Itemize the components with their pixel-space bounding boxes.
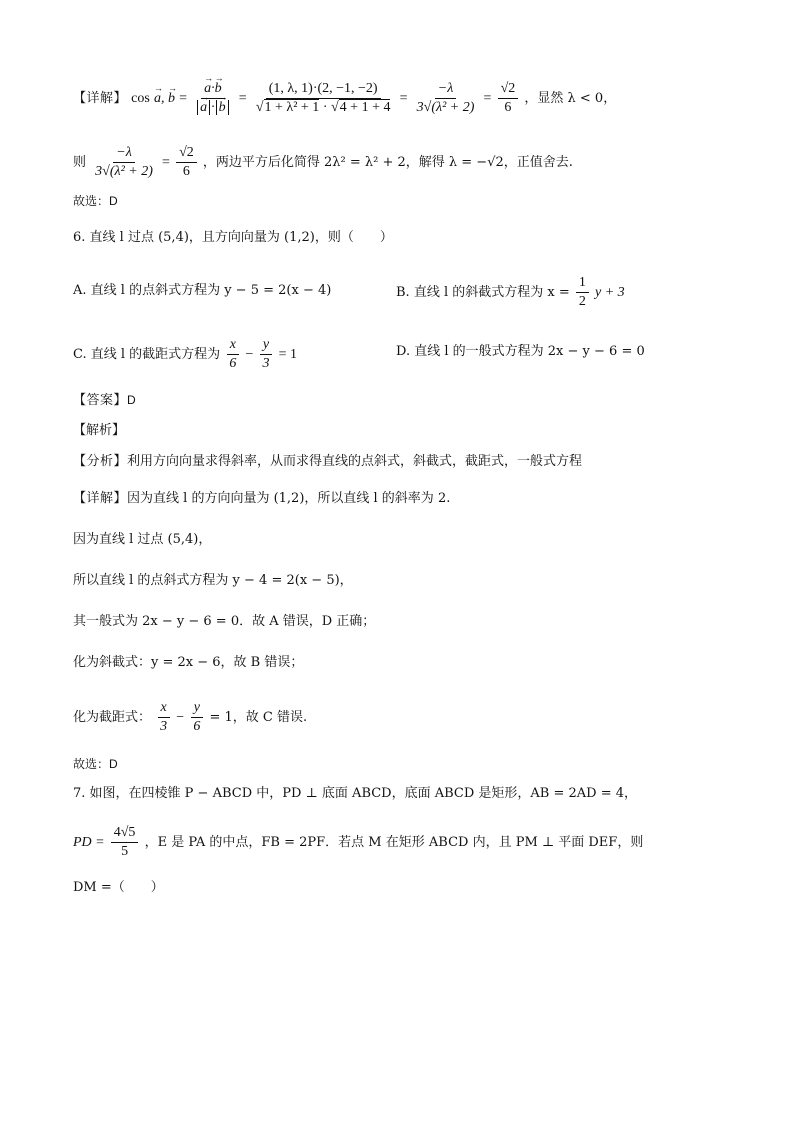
q7-line3: DM =（ ） <box>73 880 164 895</box>
q6-jiexi-tag: 【解析】 <box>73 423 126 438</box>
q6-answer: 【答案】D <box>73 393 136 408</box>
detail-tag: 【详解】 <box>73 91 128 106</box>
vector-pair: → a, → b <box>154 91 175 106</box>
q5-detail-line1: 【详解】 cos → a, → b = → a·→ b → a ·→ b = (1, λ, 1)·(2, −1, −2) √ 1 + λ² + 1 · √ 4 + 1 + 4 = $\frac{-\lambda}{\text{3√(λ² + 2)}}$ = $\frac{√2}{6}$ ，显然 λ < 0， <box>73 80 616 117</box>
q6-step5: 化为截距式： $\frac{x}{3}$ − $\frac{y}{6}$ = 1，故 C 错误. <box>73 700 308 734</box>
q6-analysis: 【分析】利用方向向量求得斜率，从而求得直线的点斜式，斜截式，截距式，一般式方程 <box>73 454 583 469</box>
q6-stem: 6. 直线 l 过点 (5,4)，且方向向量为 (1,2)，则（ ） <box>73 230 393 245</box>
q7-line1: 7. 如图，在四棱锥 P − ABCD 中，PD ⊥ 底面 ABCD，底面 ABCD 是矩形，AB = 2AD = 4， <box>73 786 638 801</box>
q5-line2-mid: ，两边平方后化简得 2λ² = λ² + 2，解得 λ = −√2，正值舍去. <box>202 155 573 170</box>
q6-choose: 故选：D <box>73 757 118 771</box>
option-d[interactable]: D. 直线 l 的一般式方程为 2x − y − 6 = 0 <box>396 344 645 359</box>
option-c[interactable]: C. 直线 l 的截距式方程为 $\frac{x}{6}$ − $\frac{y}{3}$ = 1 <box>73 337 298 371</box>
q6-options-row1 <box>73 281 331 301</box>
q6-step2: 所以直线 l 的点斜式方程为 y − 4 = 2(x − 5)， <box>73 573 353 588</box>
cos-label: cos <box>131 91 150 106</box>
q5-choose: 故选：D <box>73 194 118 208</box>
equation-fraction-right: $\frac{√2}{6}$ <box>176 144 197 181</box>
option-b[interactable]: B. 直线 l 的斜截式方程为 x = $\frac{1}{2}$ y + 3 <box>396 275 625 309</box>
simplified-fraction: $\frac{-\lambda}{\text{3√(λ² + 2)}}$ <box>416 81 475 115</box>
option-a[interactable]: A. 直线 l 的点斜式方程为 y − 5 = 2(x − 4) <box>73 283 332 298</box>
q6-step4: 化为斜截式：y = 2x − 6，故 B 错误； <box>73 655 304 670</box>
coordinate-fraction: (1, λ, 1)·(2, −1, −2) √ 1 + λ² + 1 · √ 4 + 1 + 4 <box>253 80 394 117</box>
equation-fraction-left: $\frac{-\lambda}{\text{3√(λ² + 2)}}$ <box>95 145 153 179</box>
result-fraction: $\frac{√2}{6}$ <box>498 80 519 117</box>
q6-step1: 因为直线 l 过点 (5,4)， <box>73 532 212 547</box>
q6-step3: 其一般式为 2x − y − 6 = 0．故 A 错误，D 正确； <box>73 614 376 629</box>
q5-line1-tail: ，显然 λ < 0， <box>524 91 617 106</box>
cos-formula-fraction: → a·→ b → a ·→ b <box>193 80 233 117</box>
q7-line2: PD = $\frac{4√5}{5}$ ，E 是 PA 的中点，FB = 2PF．若点 M 在矩形 ABCD 内，且 PM ⊥ 平面 DEF，则 <box>73 825 644 859</box>
q6-detail: 【详解】因为直线 l 的方向向量为 (1,2)，所以直线 l 的斜率为 2. <box>73 491 451 506</box>
q5-detail-line2: 则 $\frac{-\lambda}{\text{3√(λ² + 2)}}$ = $\frac{√2}{6}$ ，两边平方后化简得 2λ² = λ² + 2，解得 λ = −√2，正值舍去. <box>73 145 573 179</box>
